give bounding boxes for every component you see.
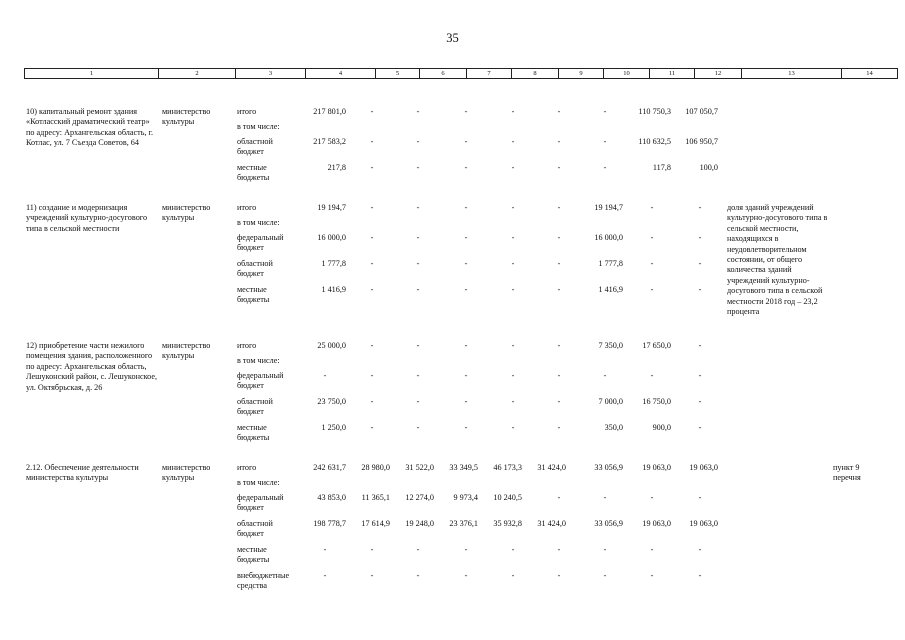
value-cell: - [370,423,374,432]
row-description: 12) приобретение части нежилого помещения здания, расположенного по адресу: Архангельская область, Лешуконский район, с. Лешуконское, ул. Октябрьская, д. 26 [26,341,158,392]
budget-line-label: в том числе: [237,122,280,131]
value-cell: - [416,163,420,172]
value-cell: - [370,203,374,212]
value-cell: - [464,107,468,116]
budget-line-label: федеральный бюджет [237,371,284,391]
value-cell: - [603,107,607,116]
value-cell: - [698,341,702,350]
row-note: пункт 9 перечня [833,463,861,483]
column-header-9: 9 [559,69,604,79]
value-cell: - [557,259,561,268]
budget-line-label: итого [237,203,257,212]
value-cell: - [323,571,327,580]
value-cell: - [603,137,607,146]
value-cell: 46 173,3 [493,463,522,472]
row-description: 2.12. Обеспечение деятельности министерства культуры [26,463,139,483]
value-cell: - [464,341,468,350]
value-cell: - [416,137,420,146]
value-cell: 100,0 [699,163,718,172]
value-cell: - [557,341,561,350]
value-cell: - [464,259,468,268]
value-cell: - [511,163,515,172]
value-cell: - [698,371,702,380]
column-header-7: 7 [467,69,512,79]
value-cell: 9 973,4 [453,493,478,502]
page-number: 35 [446,31,459,45]
value-cell: - [511,571,515,580]
value-cell: - [650,493,654,502]
value-cell: - [557,163,561,172]
value-cell: 16 000,0 [317,233,346,242]
value-cell: - [557,545,561,554]
value-cell: 1 416,9 [598,285,623,294]
budget-line-label: в том числе: [237,218,280,227]
value-cell: 11 365,1 [361,493,390,502]
value-cell: 7 350,0 [598,341,623,350]
value-cell: - [511,137,515,146]
budget-line-label: итого [237,463,257,472]
value-cell: 31 424,0 [537,463,566,472]
value-cell: - [370,341,374,350]
budget-line-label: в том числе: [237,356,280,365]
value-cell: 23 376,1 [449,519,478,528]
column-header-13: 13 [742,69,842,79]
value-cell: 19 063,0 [642,463,671,472]
value-cell: - [650,285,654,294]
value-cell: - [603,571,607,580]
column-header-2: 2 [159,69,236,79]
value-cell: 35 932,8 [493,519,522,528]
value-cell: - [511,423,515,432]
value-cell: 217,8 [327,163,346,172]
value-cell: - [464,137,468,146]
value-cell: - [511,285,515,294]
value-cell: - [416,571,420,580]
value-cell: - [511,545,515,554]
budget-line-label: внебюджетные средства [237,571,290,591]
value-cell: 28 980,0 [361,463,390,472]
budget-line-label: областной бюджет [237,397,273,417]
row-description: 11) создание и модернизация учреждений культурно-досугового типа в сельской местности [26,203,148,233]
column-header-4: 4 [306,69,376,79]
budget-line-label: областной бюджет [237,519,273,539]
value-cell: - [370,285,374,294]
value-cell: 33 056,9 [594,463,623,472]
column-number-header [24,68,898,79]
value-cell: - [511,233,515,242]
value-cell: 19 194,7 [594,203,623,212]
value-cell: - [603,493,607,502]
value-cell: - [557,107,561,116]
budget-line-label: местные бюджеты [237,285,270,305]
column-header-12: 12 [695,69,742,79]
value-cell: - [698,203,702,212]
value-cell: - [464,545,468,554]
value-cell: - [370,163,374,172]
value-cell: - [698,397,702,406]
value-cell: - [464,233,468,242]
value-cell: 17 614,9 [361,519,390,528]
value-cell: - [650,571,654,580]
value-cell: - [370,259,374,268]
value-cell: - [650,545,654,554]
value-cell: 110 632,5 [638,137,671,146]
value-cell: - [557,137,561,146]
value-cell: 33 056,9 [594,519,623,528]
column-header-8: 8 [512,69,559,79]
value-cell: - [557,233,561,242]
value-cell: - [698,545,702,554]
value-cell: 25 000,0 [317,341,346,350]
value-cell: - [511,341,515,350]
value-cell: 107 050,7 [685,107,718,116]
value-cell: 31 424,0 [537,519,566,528]
value-cell: 43 853,0 [317,493,346,502]
value-cell: 217 801,0 [313,107,346,116]
value-cell: - [603,545,607,554]
value-cell: 19 248,0 [405,519,434,528]
value-cell: - [370,545,374,554]
value-cell: - [416,545,420,554]
budget-line-label: в том числе: [237,478,280,487]
budget-line-label: федеральный бюджет [237,493,284,513]
value-cell: - [511,371,515,380]
value-cell: 1 777,8 [321,259,346,268]
value-cell: 33 349,5 [449,463,478,472]
value-cell: - [511,107,515,116]
value-cell: 110 750,3 [638,107,671,116]
value-cell: 117,8 [652,163,671,172]
value-cell: - [416,341,420,350]
value-cell: 1 777,8 [598,259,623,268]
budget-line-label: местные бюджеты [237,423,270,443]
column-header-6: 6 [420,69,467,79]
budget-line-label: областной бюджет [237,259,273,279]
value-cell: - [464,285,468,294]
value-cell: 900,0 [652,423,671,432]
value-cell: - [323,371,327,380]
value-cell: - [370,137,374,146]
value-cell: - [416,285,420,294]
value-cell: 242 631,7 [313,463,346,472]
value-cell: 19 063,0 [689,519,718,528]
value-cell: - [370,397,374,406]
value-cell: - [464,571,468,580]
value-cell: - [416,371,420,380]
value-cell: - [511,397,515,406]
value-cell: - [370,571,374,580]
value-cell: - [698,259,702,268]
value-cell: - [698,423,702,432]
column-header-5: 5 [376,69,420,79]
value-cell: - [416,423,420,432]
value-cell: - [557,397,561,406]
value-cell: 350,0 [604,423,623,432]
value-cell: - [416,203,420,212]
column-header-1: 1 [25,69,159,79]
value-cell: - [416,259,420,268]
value-cell: 19 194,7 [317,203,346,212]
value-cell: - [464,371,468,380]
budget-line-label: федеральный бюджет [237,233,284,253]
value-cell: - [416,233,420,242]
budget-line-label: итого [237,107,257,116]
value-cell: - [416,397,420,406]
value-cell: 16 000,0 [594,233,623,242]
value-cell: - [557,285,561,294]
value-cell: - [698,285,702,294]
value-cell: 12 274,0 [405,493,434,502]
value-cell: - [650,203,654,212]
row-executor: министерство культуры [162,203,211,223]
value-cell: - [698,571,702,580]
value-cell: 23 750,0 [317,397,346,406]
value-cell: - [464,203,468,212]
value-cell: - [370,107,374,116]
budget-line-label: итого [237,341,257,350]
value-cell: 7 000,0 [598,397,623,406]
value-cell: - [557,371,561,380]
value-cell: 19 063,0 [689,463,718,472]
budget-line-label: областной бюджет [237,137,273,157]
value-cell: - [323,545,327,554]
value-cell: - [698,493,702,502]
value-cell: - [650,233,654,242]
value-cell: - [557,423,561,432]
value-cell: 17 650,0 [642,341,671,350]
value-cell: 19 063,0 [642,519,671,528]
value-cell: - [603,163,607,172]
value-cell: - [557,493,561,502]
value-cell: - [557,571,561,580]
row-indicator: доля зданий учреждений культурно-досугового типа в сельской местности, находящихся в неудовлетворительном состоянии, от общего количества зданий учреждений культурно-досугового типа в сельской местности 2018 год – 23,2 процента [727,203,828,317]
row-executor: министерство культуры [162,107,211,127]
value-cell: - [698,233,702,242]
column-header-11: 11 [650,69,695,79]
column-header-14: 14 [842,69,898,79]
column-header-3: 3 [236,69,306,79]
value-cell: - [370,371,374,380]
value-cell: - [370,233,374,242]
value-cell: 16 750,0 [642,397,671,406]
value-cell: - [511,203,515,212]
value-cell: - [650,259,654,268]
row-executor: министерство культуры [162,341,211,361]
value-cell: - [557,203,561,212]
budget-line-label: местные бюджеты [237,545,270,565]
value-cell: 198 778,7 [313,519,346,528]
value-cell: - [511,259,515,268]
budget-line-label: местные бюджеты [237,163,270,183]
value-cell: 31 522,0 [405,463,434,472]
value-cell: - [416,107,420,116]
value-cell: - [464,397,468,406]
value-cell: 10 240,5 [493,493,522,502]
value-cell: - [650,371,654,380]
value-cell: 1 250,0 [321,423,346,432]
row-description: 10) капитальный ремонт здания «Котласский драматический театр» по адресу: Архангельская область, г. Котлас, ул. 7 Съезда Советов, 64 [26,107,154,148]
value-cell: - [464,163,468,172]
value-cell: - [464,423,468,432]
value-cell: 106 950,7 [685,137,718,146]
value-cell: 1 416,9 [321,285,346,294]
value-cell: - [603,371,607,380]
value-cell: 217 583,2 [313,137,346,146]
row-executor: министерство культуры [162,463,211,483]
column-header-10: 10 [604,69,650,79]
